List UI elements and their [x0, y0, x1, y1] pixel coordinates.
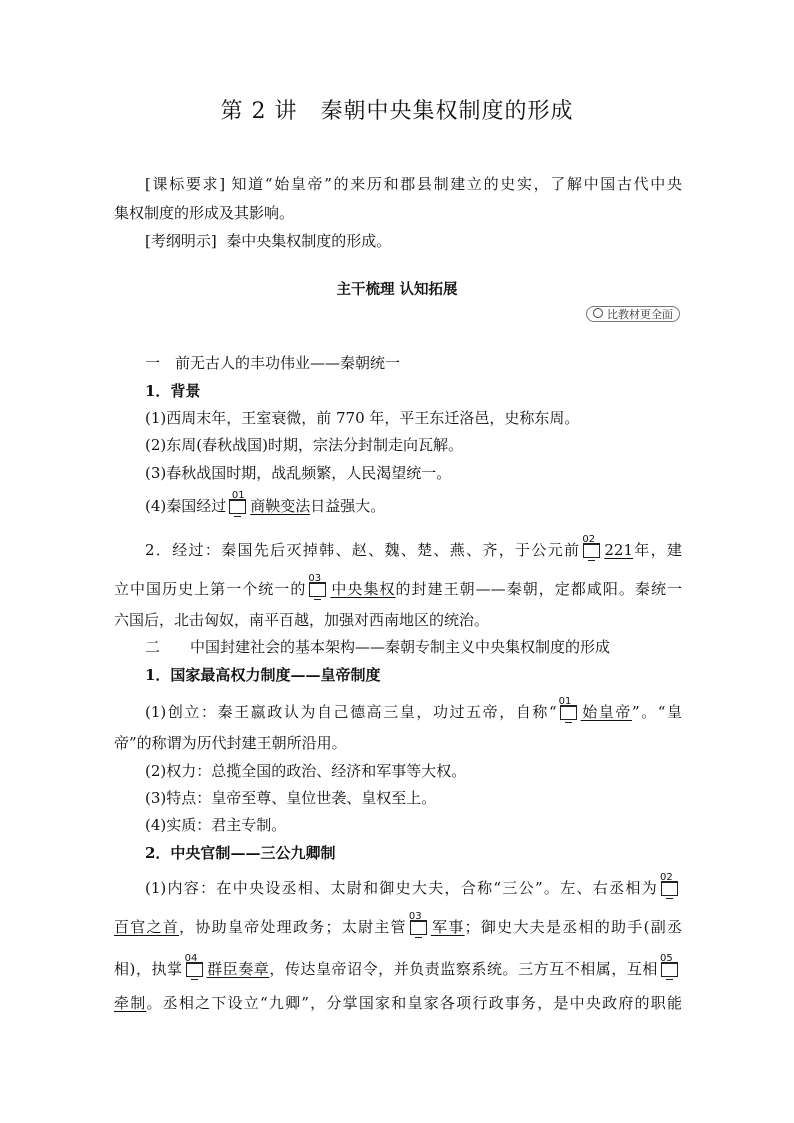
part2-heading: 二 中国封建社会的基本架构——秦朝专制主义中央集权制度的形成 — [145, 638, 611, 656]
outline-label: [考纲明示] — [145, 232, 217, 250]
essence-line: (4)实质：君主专制。 — [145, 816, 287, 834]
requirements-label: [课标要求] — [145, 175, 226, 193]
search-icon — [593, 308, 603, 318]
blank-marker: 03 — [409, 915, 429, 937]
blank-marker: 05 — [660, 957, 680, 979]
keyword: 群臣奏章 — [206, 960, 270, 978]
process-line-3: 六国后，北击匈奴，南平百越，加强对西南地区的统治。 — [114, 611, 490, 629]
sub1-heading: 1．国家最高权力制度——皇帝制度 — [145, 666, 381, 684]
blank-marker: 03 — [308, 577, 328, 599]
feature-line: (3)特点：皇帝至尊、皇位世袭、皇权至上。 — [145, 789, 437, 807]
keyword: 牵制 — [114, 994, 147, 1012]
keyword: 始皇帝 — [580, 703, 632, 721]
keyword: 百官之首 — [114, 918, 180, 936]
tag-text: 比教材更全面 — [607, 308, 673, 321]
content-line-2: 百官之首，协助皇帝处理政务；太尉主管 03 军事；御史大夫是丞相的助手(副丞 — [114, 911, 682, 936]
keyword: 商鞅变法 — [250, 497, 311, 515]
outline-text: 秦中央集权制度的形成。 — [226, 232, 392, 250]
create-line-1: (1)创立：秦王嬴政认为自己德高三皇，功过五帝，自称“ 01 始皇帝”。“皇 — [145, 696, 682, 721]
process-line-2: 立中国历史上第一个统一的 03 中央集权的封建王朝——秦朝，定都咸阳。秦统一 — [114, 573, 682, 598]
requirements-line-2: 集权制度的形成及其影响。 — [114, 204, 295, 222]
keyword: 221 — [604, 541, 634, 559]
content-line-4: 牵制。丞相之下设立“九卿”，分掌国家和皇家各项行政事务，是中央政府的职能 — [114, 994, 682, 1012]
tag-badge — [586, 306, 680, 322]
blank-marker: 01 — [559, 700, 579, 722]
outline-line — [145, 231, 713, 251]
section-heading: 主干梳理 认知拓展 — [336, 281, 458, 298]
power-line: (2)权力：总揽全国的政治、经济和军事等大权。 — [145, 762, 467, 780]
blank-marker: 02 — [660, 876, 680, 898]
blank-marker: 01 — [228, 494, 248, 516]
keyword: 军事 — [430, 918, 465, 936]
process-line-1: 2．经过：秦国先后灭掉韩、赵、魏、楚、燕、齐，于公元前 02 221年，建 — [145, 534, 682, 559]
requirements-text-1: 知道“始皇帝”的来历和郡县制建立的史实，了解中国古代中央 — [231, 175, 682, 193]
create-line-2: 帝”的称谓为历代封建王朝所沿用。 — [114, 734, 347, 752]
background-item-2: (2)东周(春秋战国)时期，宗法分封制走向瓦解。 — [145, 436, 463, 454]
part1-heading: 一 前无古人的丰功伟业——秦朝统一 — [145, 354, 401, 372]
requirements-line-1 — [145, 174, 682, 194]
background-heading: 1．背景 — [145, 382, 201, 400]
blank-marker: 02 — [582, 538, 602, 560]
background-item-3: (3)春秋战国时期，战乱频繁，人民渴望统一。 — [145, 464, 452, 482]
blank-marker: 04 — [185, 957, 205, 979]
keyword: 中央集权 — [330, 580, 396, 598]
page-title: 第 2 讲 秦朝中央集权制度的形成 — [220, 99, 574, 124]
background-item-1: (1)西周末年，王室衰微，前 770 年，平王东迁洛邑，史称东周。 — [145, 409, 580, 427]
content-line-3: 相)，执掌 04 群臣奏章，传达皇帝诏令，并负责监察系统。三方互不相属，互相 05 — [114, 957, 682, 979]
content-line-1: (1)内容：在中央设丞相、太尉和御史大夫，合称“三公”。左、右丞相为 02 — [145, 876, 682, 898]
background-item-4: (4)秦国经过 01 商鞅变法日益强大。 — [145, 490, 386, 515]
sub2-heading: 2．中央官制——三公九卿制 — [145, 844, 336, 862]
